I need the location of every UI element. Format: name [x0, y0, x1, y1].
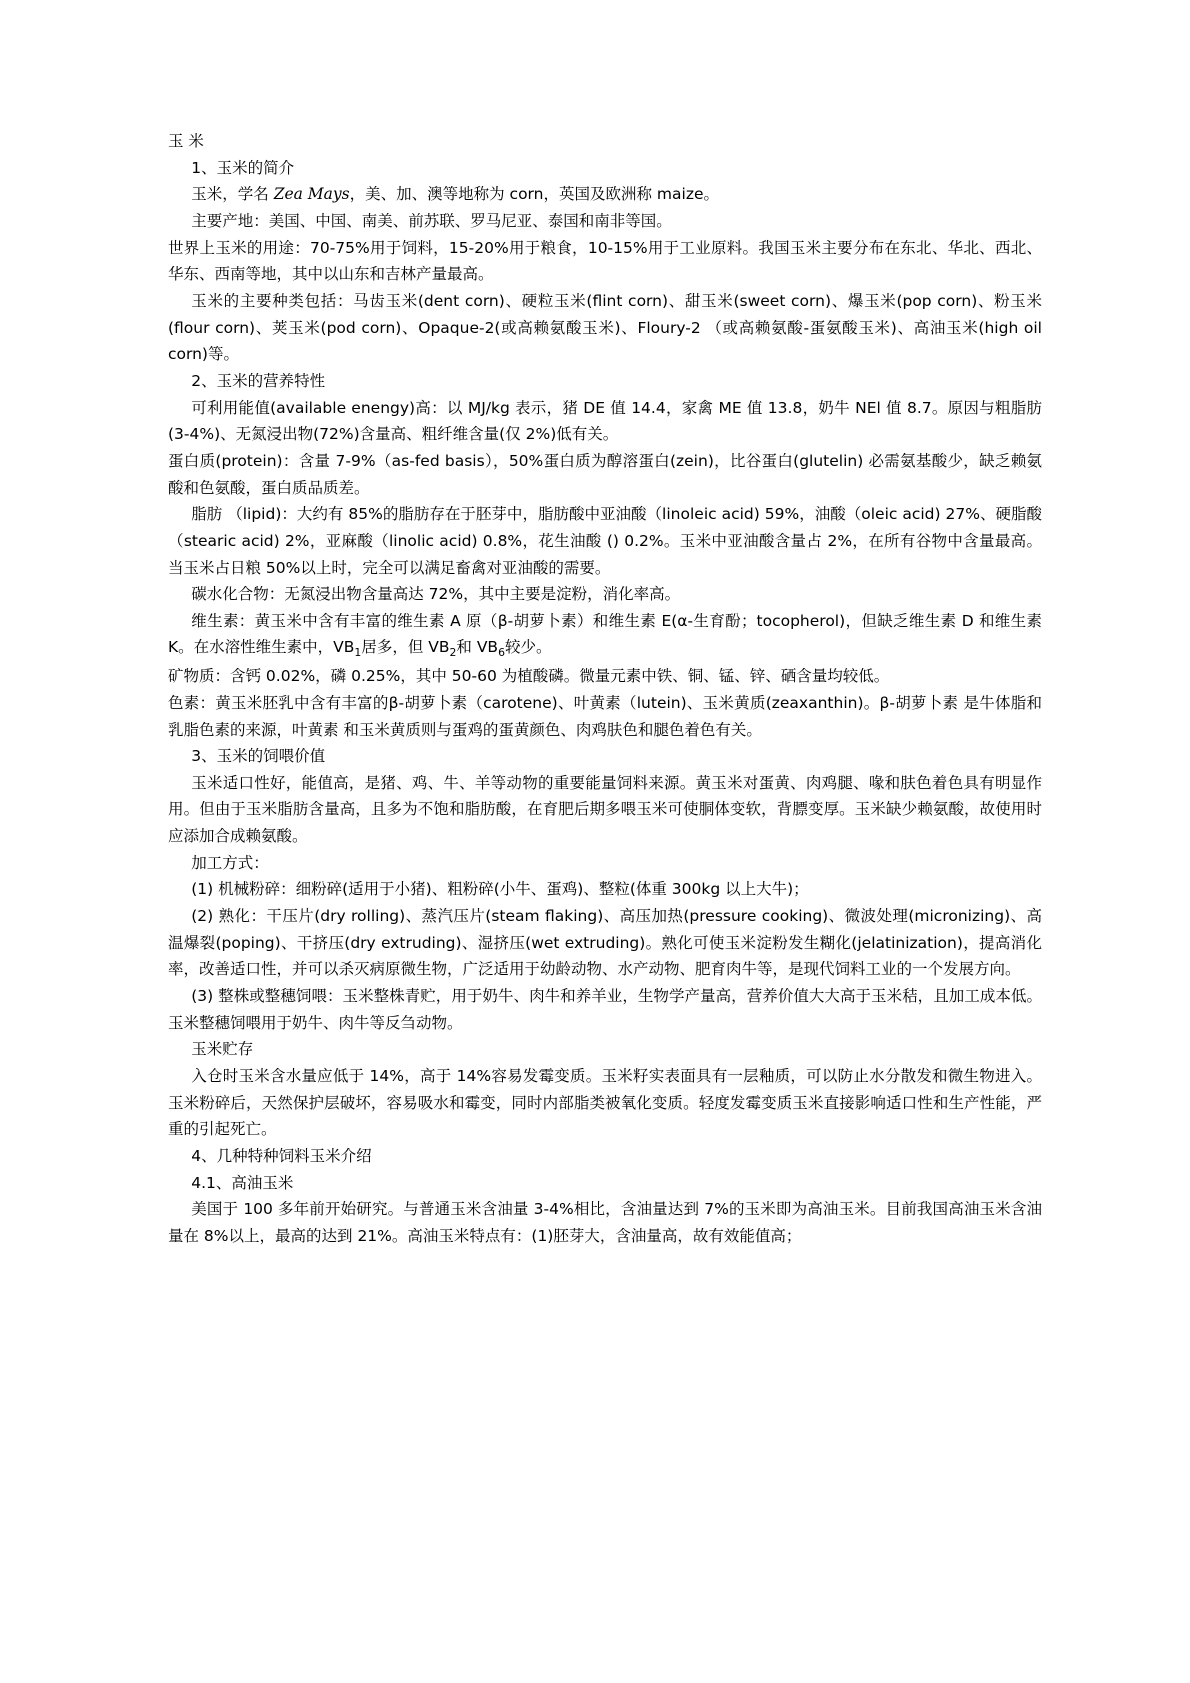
paragraph-section4-heading: 4、几种特种饲料玉米介绍: [191, 1147, 372, 1166]
paragraph-storage-body: 入仓时玉米含水量应低于 14%，高于 14%容易发霉变质。玉米籽实表面具有一层釉质，可以防止水分散发和微生物进入。玉米粉碎后，天然保护层破坏，容易吸水和霉变，同时内部脂类被氧化变质。轻度发霉变质玉米直接影响适口性和生产性能，严重的引起死亡。: [168, 1067, 1042, 1139]
paragraph-processing-item2: (2) 熟化：干压片(dry rolling)、蒸汽压片(steam flaking)、高压加热(pressure cooking)、微波处理(micronizing)、高温爆裂(poping)、干挤压(dry extruding)、湿挤压(wet extruding)。熟化可使玉米淀粉发生糊化(jelatinization)，提高消化率，改善适口性，并可以杀灭病原微生物，广泛适用于幼龄动物、水产动物、肥育肉牛等，是现代饲料工业的一个发展方向。: [168, 907, 1042, 979]
paragraph-processing-heading: 加工方式：: [191, 853, 269, 872]
paragraph-vitamins: 维生素：黄玉米中含有丰富的维生素 A 原（β-胡萝卜素）和维生素 E(α-生育酚；tocopherol)，但缺乏维生素 D 和维生素 K。在水溶性维生素中，$VB_1$居多，但 $VB_2$和 $VB_6$较少。: [168, 611, 1042, 660]
paragraph-section3-heading: 3、玉米的饲喂价值: [191, 747, 326, 766]
paragraph-feeding-value: 玉米适口性好，能值高，是猪、鸡、牛、羊等动物的重要能量饲料来源。黄玉米对蛋黄、肉鸡腿、喙和肤色着色具有明显作用。但由于玉米脂肪含量高，且多为不饱和脂肪酸，在育肥后期多喂玉米可使胴体变软，背膘变厚。玉米缺少赖氨酸，故使用时应添加合成赖氨酸。: [168, 773, 1042, 846]
document-title: 玉 米: [168, 132, 204, 150]
paragraph-intro-name: [168, 181, 1042, 208]
paragraph-processing-item3: (3) 整株或整穗饲喂：玉米整株青贮，用于奶牛、肉牛和养羊业，生物学产量高，营养价值大大高于玉米秸，且加工成本低。玉米整穗饲喂用于奶牛、肉牛等反刍动物。: [168, 987, 1042, 1032]
document-body: [168, 128, 1042, 1250]
paragraph-lipid: 脂肪 （lipid)：大约有 85%的脂肪存在于胚芽中，脂肪酸中亚油酸（linoleic acid) 59%，油酸（oleic acid) 27%、硬脂酸（stearic acid) 2%，亚麻酸（linolic acid) 0.8%，花生油酸 () 0.2%。玉米中亚油酸含量占 2%，在所有谷物中含量最高。当玉米占日粮 50%以上时，完全可以满足畜禽对亚油酸的需要。: [168, 505, 1042, 577]
paragraph-carbohydrate: 碳水化合物：无氮浸出物含量高达 72%，其中主要是淀粉，消化率高。: [191, 585, 681, 604]
paragraph-processing-item1: (1) 机械粉碎：细粉碎(适用于小猪)、粗粉碎(小牛、蛋鸡)、整粒(体重 300kg 以上大牛)；: [191, 880, 809, 899]
paragraph-available-energy: 可利用能值(available enengy)高：以 MJ/kg 表示，猪 DE 值 14.4，家禽 ME 值 13.8，奶牛 NEl 值 8.7。原因与粗脂肪(3-4%)、无氮浸出物(72%)含量高、粗纤维含量(仅 2%)低有关。: [168, 398, 1042, 444]
scientific-name: Zea Mays: [273, 185, 350, 204]
paragraph-section4-sub1-heading: 4.1、高油玉米: [191, 1173, 294, 1192]
paragraph-protein: 蛋白质(protein)：含量 7-9%（as-fed basis），50%蛋白质为醇溶蛋白(zein)，比谷蛋白(glutelin) 必需氨基酸少，缺乏赖氨酸和色氨酸，蛋白质品质差。: [168, 451, 1042, 497]
intro-text-before: 玉米，学名: [191, 185, 274, 204]
paragraph-storage-heading: 玉米贮存: [191, 1040, 254, 1059]
paragraph-high-oil-corn: 美国于 100 多年前开始研究。与普通玉米含油量 3-4%相比，含油量达到 7%的玉米即为高油玉米。目前我国高油玉米含油量在 8%以上，最高的达到 21%。高油玉米特点有：(1)胚芽大，含油量高，故有效能值高；: [168, 1200, 1042, 1245]
intro-text-after: ，美、加、澳等地称为 corn，英国及欧洲称 maize。: [349, 185, 719, 204]
paragraph-main-origin: 主要产地：美国、中国、南美、前苏联、罗马尼亚、泰国和南非等国。: [191, 211, 672, 230]
paragraph-minerals: 矿物质：含钙 0.02%，磷 0.25%，其中 50-60 为植酸磷。微量元素中铁、铜、锰、锌、硒含量均较低。: [168, 667, 890, 686]
paragraph-world-usage: 世界上玉米的用途：70-75%用于饲料，15-20%用于粮食，10-15%用于工业原料。我国玉米主要分布在东北、华北、西北、华东、西南等地，其中以山东和吉林产量最高。: [168, 238, 1042, 284]
paragraph-section1-heading: 1、玉米的简介: [191, 158, 295, 177]
paragraph-pigments: 色素：黄玉米胚乳中含有丰富的β-胡萝卜素（carotene)、叶黄素（lutein)、玉米黄质(zeaxanthin)。β-胡萝卜素 是牛体脂和乳脂色素的来源，叶黄素 和玉米黄质则与蛋鸡的蛋黄颜色、肉鸡肤色和腿色着色有关。: [168, 693, 1042, 739]
paragraph-main-types: 玉米的主要种类包括：马齿玉米(dent corn)、硬粒玉米(flint corn)、甜玉米(sweet corn)、爆玉米(pop corn)、粉玉米(flour corn)、荚玉米(pod corn)、Opaque-2(或高赖氨酸玉米)、Floury-2 （或高赖氨酸-蛋氨酸玉米)、高油玉米(high oil corn)等。: [168, 291, 1042, 364]
paragraph-section2-heading: 2、玉米的营养特性: [191, 371, 326, 390]
